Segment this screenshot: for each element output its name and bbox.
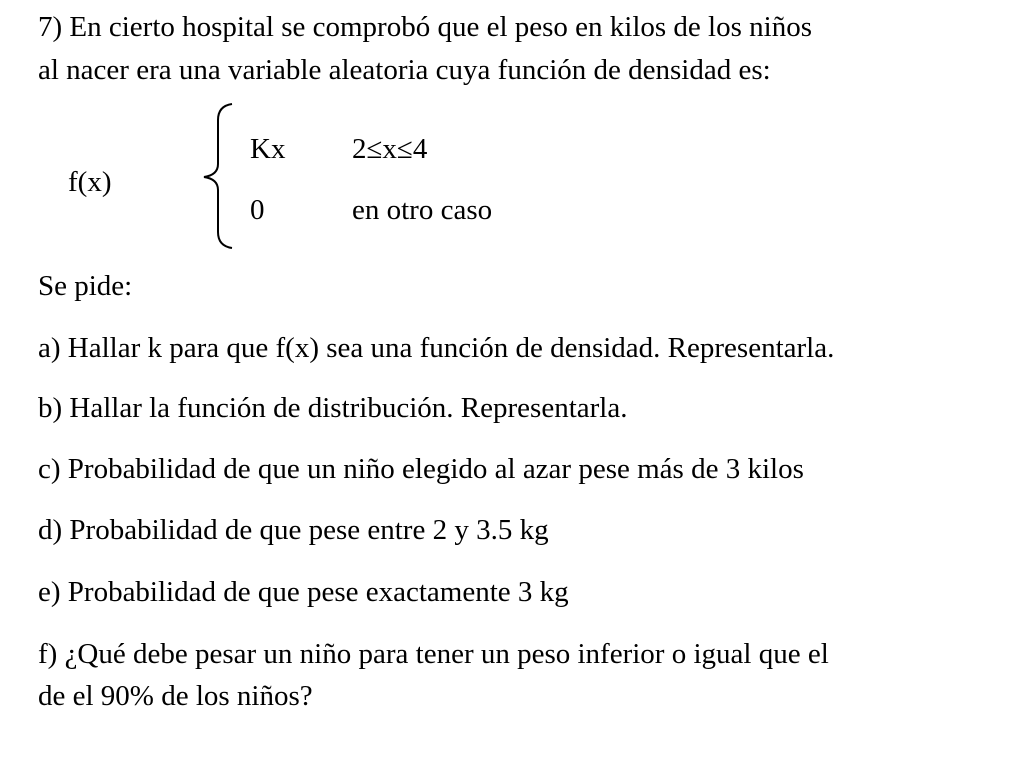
question-a: a) Hallar k para que f(x) sea una función de densidad. Representarla. bbox=[38, 332, 835, 364]
question-f-line-2: de el 90% de los niños? bbox=[38, 680, 313, 712]
left-brace bbox=[196, 102, 246, 250]
question-c: c) Probabilidad de que un niño elegido al azar pese más de 3 kilos bbox=[38, 453, 804, 485]
question-d: d) Probabilidad de que pese entre 2 y 3.5 kg bbox=[38, 514, 549, 546]
case-1-expression: Kx bbox=[250, 133, 286, 165]
problem-statement-line-1: 7) En cierto hospital se comprobó que el peso en kilos de los niños bbox=[38, 11, 812, 43]
function-label: f(x) bbox=[68, 166, 112, 198]
question-b: b) Hallar la función de distribución. Representarla. bbox=[38, 392, 628, 424]
question-e: e) Probabilidad de que pese exactamente 3 kg bbox=[38, 576, 569, 608]
case-2-condition: en otro caso bbox=[352, 194, 493, 226]
question-f-line-1: f) ¿Qué debe pesar un niño para tener un peso inferior o igual que el bbox=[38, 638, 829, 670]
problem-statement-line-2: al nacer era una variable aleatoria cuya función de densidad es: bbox=[38, 54, 771, 86]
case-2-expression: 0 bbox=[250, 194, 265, 226]
intro-label: Se pide: bbox=[38, 270, 133, 302]
case-1-condition: 2≤x≤4 bbox=[352, 133, 428, 165]
